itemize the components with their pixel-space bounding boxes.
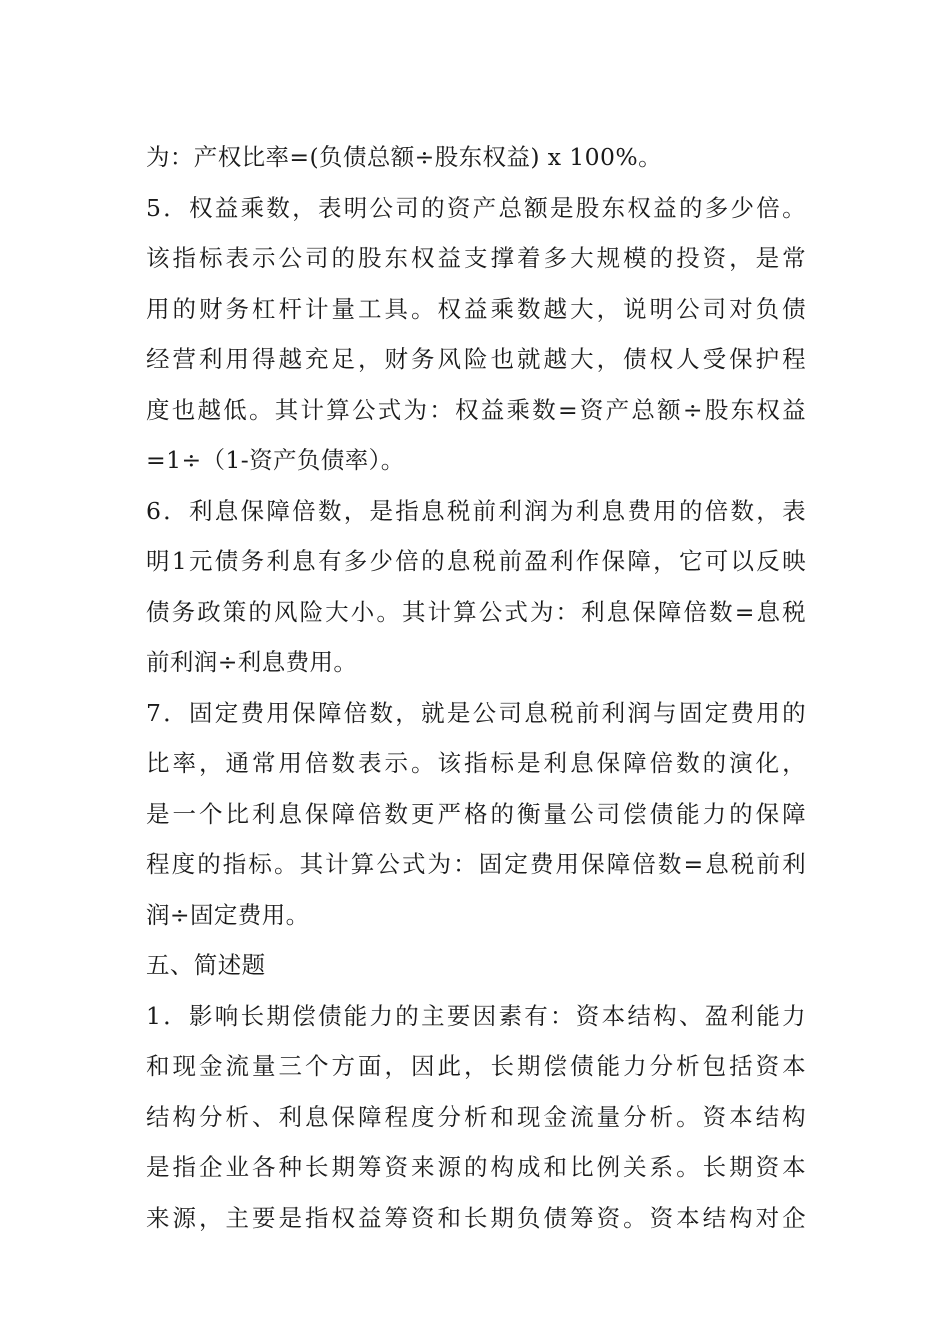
text-line-item-6-title: 6．利息保障倍数，是指息税前利润为利息费用的倍数，表 [146,496,806,525]
text-line: 是一个比利息保障倍数更严格的衡量公司偿债能力的保障 [146,799,806,828]
text-line: =1÷（1-资产负债率）。 [146,446,405,474]
text-line: 润÷固定费用。 [146,900,310,929]
text-line: 是指企业各种长期筹资来源的构成和比例关系。长期资本 [146,1153,806,1181]
text-line: 程度的指标。其计算公式为：固定费用保障倍数=息税前利 [146,850,806,878]
text-line: 债务政策的风险大小。其计算公式为：利息保障倍数=息税 [146,597,806,626]
text-line-question-1: 1．影响长期偿债能力的主要因素有：资本结构、盈利能力 [146,1001,806,1030]
text-line: 经营利用得越充足，财务风险也就越大，债权人受保护程 [146,345,806,373]
text-line: 比率，通常用倍数表示。该指标是利息保障倍数的演化， [146,749,806,777]
text-line-item-7-title: 7．固定费用保障倍数，就是公司息税前利润与固定费用的 [146,698,806,727]
text-line: 来源，主要是指权益筹资和长期负债筹资。资本结构对企 [146,1203,806,1232]
text-line: 和现金流量三个方面，因此，长期偿债能力分析包括资本 [146,1052,806,1080]
text-line: 明1元债务利息有多少倍的息税前盈利作保障，它可以反映 [146,547,806,575]
text-line: 结构分析、利息保障程度分析和现金流量分析。资本结构 [146,1102,806,1131]
section-heading: 五、简述题 [146,951,266,979]
text-line: 该指标表示公司的股东权益支撑着多大规模的投资，是常 [146,244,806,272]
text-line-item-5-title: 5．权益乘数，表明公司的资产总额是股东权益的多少倍。 [146,193,806,222]
text-line-formula-equity-ratio: 为：产权比率=(负债总额÷股东权益) x 100%。 [146,143,662,171]
text-line: 度也越低。其计算公式为：权益乘数=资产总额÷股东权益 [146,395,806,424]
text-line: 前利润÷利息费用。 [146,648,358,676]
text-line: 用的财务杠杆计量工具。权益乘数越大，说明公司对负债 [146,294,806,323]
document-page [146,132,806,1243]
